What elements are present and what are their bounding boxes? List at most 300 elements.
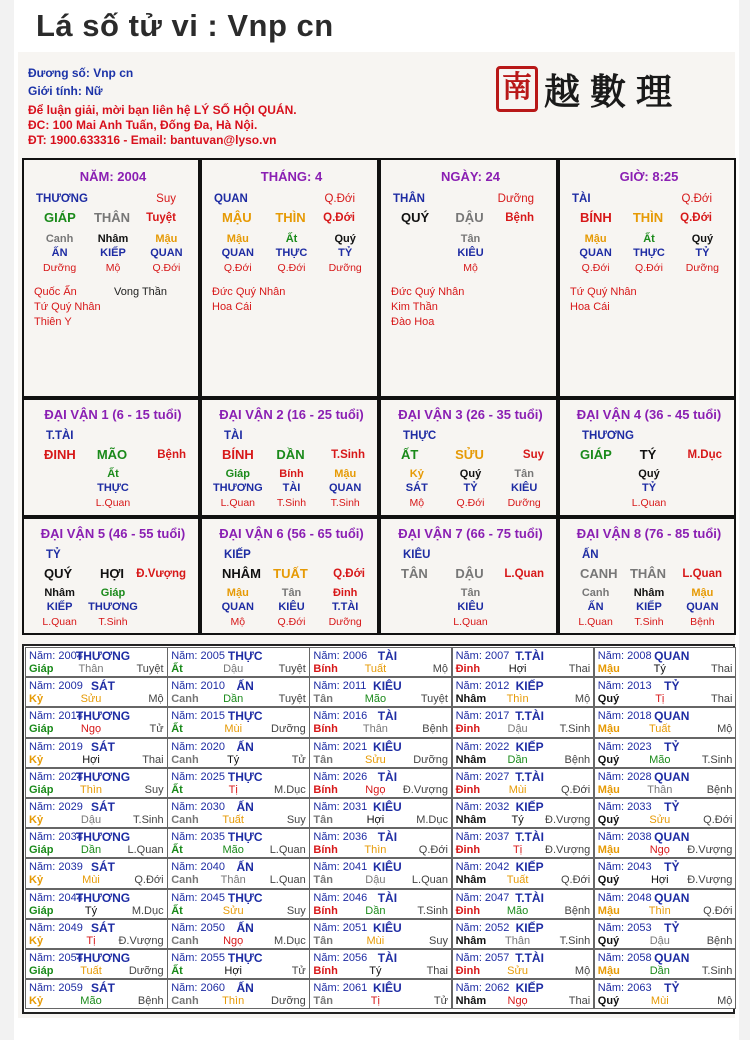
year-branch: Tị: [513, 844, 523, 857]
hidden-stem: Tân: [281, 587, 302, 599]
year-phase: M.Dục: [274, 934, 306, 947]
pillar-box: [379, 158, 558, 398]
year-cell: [309, 768, 452, 798]
year-phase: Q.Đới: [703, 814, 733, 826]
luck-stem: NHÂM: [222, 566, 261, 581]
year-phase: Mộ: [717, 995, 733, 1008]
year-cell: [167, 707, 310, 737]
year-stem: Ất: [171, 723, 183, 736]
year-branch: Thân: [505, 934, 531, 947]
year-phase: Đ.Vượng: [545, 814, 591, 826]
pillar-star: THÂN: [393, 193, 425, 205]
year-branch: Tị: [228, 783, 238, 796]
year-phase: Đ.Vượng: [545, 844, 591, 857]
hidden-star: SÁT: [405, 482, 428, 494]
year-branch: Thân: [362, 723, 388, 736]
year-cell: [25, 738, 168, 768]
year-branch: Mùi: [366, 934, 385, 947]
hidden-star: THƯƠNG: [88, 601, 138, 613]
year-phase: Bệnh: [422, 723, 448, 736]
luck-branch: THÂN: [629, 566, 667, 581]
year-phase: L.Quan: [127, 844, 164, 857]
year-stem: Đinh: [455, 904, 481, 917]
year-phase: Tuyệt: [420, 693, 448, 706]
year-phase: Dưỡng: [271, 723, 306, 736]
year-branch: Dậu: [507, 723, 528, 736]
year-cell: [594, 707, 737, 737]
hidden-stem: Nhâm: [97, 233, 129, 245]
hidden-phase: Dưỡng: [685, 262, 719, 274]
year-label: Năm: 2063: [597, 982, 652, 995]
year-cell: [167, 738, 310, 768]
year-cell: [594, 677, 737, 707]
hidden-stem: Mậu: [691, 587, 714, 599]
luck-star: KIẾP: [224, 549, 251, 561]
year-cell: [309, 889, 452, 919]
year-cell: [309, 919, 452, 949]
pillar-branch: THÌN: [632, 210, 664, 225]
pillar-stem: MẬU: [222, 210, 252, 225]
year-cell: [167, 768, 310, 798]
luck-star: KIÊU: [403, 549, 431, 561]
year-label: Năm: 2047: [455, 891, 510, 904]
luck-status: L.Quan: [682, 568, 722, 580]
hidden-star: KIÊU: [278, 601, 305, 613]
year-stem: Tân: [313, 693, 333, 706]
year-cell: [309, 798, 452, 828]
gender: Giới tính: Nữ: [28, 84, 103, 98]
hidden-phase: Dưỡng: [328, 616, 362, 628]
year-stem: Giáp: [29, 965, 54, 977]
year-branch: Tý: [84, 904, 98, 917]
year-star: THƯƠNG: [75, 890, 131, 905]
year-phase: Tử: [291, 753, 306, 766]
luck-status: Đ.Vượng: [136, 568, 186, 580]
year-label: Năm: 2005: [171, 650, 225, 662]
hidden-star: KIÊU: [511, 482, 538, 494]
year-cell: [25, 949, 168, 979]
year-cell: [167, 979, 310, 1009]
year-branch: Dần: [649, 965, 670, 977]
year-label: Năm: 2045: [171, 891, 225, 904]
year-star: QUAN: [654, 709, 690, 724]
year-branch: Hợi: [650, 874, 669, 887]
hidden-phase: Q.Đới: [152, 262, 181, 274]
year-label: Năm: 2027: [455, 770, 510, 783]
year-phase: Đ.Vượng: [118, 934, 164, 947]
hidden-star: KIẾP: [636, 601, 662, 613]
year-star: TỶ: [664, 800, 680, 814]
hidden-phase: Q.Đới: [277, 262, 306, 274]
year-cell: [309, 647, 452, 677]
year-label: Năm: 2022: [455, 740, 510, 753]
year-phase: M.Dục: [131, 904, 164, 917]
luck-star: TỶ: [46, 549, 61, 561]
year-phase: Suy: [429, 934, 448, 947]
year-branch: Mùi: [650, 995, 669, 1008]
hidden-stem: Ất: [107, 468, 119, 480]
luck-branch: DẦN: [276, 447, 305, 462]
pillar-phase: Q.Đới: [324, 193, 355, 205]
special-star: Đức Quý Nhân: [212, 286, 286, 298]
year-cell: [594, 979, 737, 1009]
year-star: THỰC: [227, 951, 263, 965]
year-cell: [452, 828, 595, 858]
year-label: Năm: 2008: [597, 650, 652, 662]
year-label: Năm: 2028: [597, 770, 652, 783]
year-stem: Đinh: [455, 965, 481, 977]
pillar-phase: Q.Đới: [681, 193, 712, 205]
hidden-phase: Mộ: [105, 262, 121, 274]
year-branch: Ngọ: [365, 783, 386, 796]
year-cell: [25, 889, 168, 919]
year-phase: Suy: [144, 783, 164, 796]
year-label: Năm: 2059: [29, 982, 83, 995]
hidden-stem: Mậu: [155, 233, 178, 245]
year-stem: Đinh: [455, 723, 481, 736]
year-branch: Hợi: [366, 814, 385, 826]
hidden-phase: Q.Đới: [277, 616, 306, 628]
year-phase: Tử: [433, 995, 448, 1008]
year-label: Năm: 2053: [597, 921, 652, 934]
year-phase: Dưỡng: [128, 965, 164, 977]
hidden-star: KIẾP: [100, 247, 126, 259]
year-branch: Thìn: [79, 783, 103, 796]
year-branch: Mùi: [508, 783, 527, 796]
year-cell: [452, 798, 595, 828]
hidden-stem: Quý: [691, 233, 714, 245]
year-label: Năm: 2032: [455, 801, 510, 813]
contact-note: Để luận giải, mời bạn liên hệ LÝ SỐ HỘI QUÁN.: [28, 103, 297, 117]
luck-stem: CANH: [580, 566, 618, 581]
hidden-phase: T.Sinh: [98, 616, 128, 628]
year-phase: Bệnh: [564, 753, 591, 766]
year-stem: Quý: [597, 693, 620, 706]
year-phase: Đ.Vượng: [687, 874, 733, 887]
year-cell: [452, 707, 595, 737]
year-label: Năm: 2042: [455, 861, 510, 874]
owner-name: Đương số: Vnp cn: [28, 66, 134, 80]
year-stem: Nhâm: [455, 814, 487, 826]
year-star: KIẾP: [515, 800, 544, 814]
year-label: Năm: 2037: [455, 831, 510, 844]
year-phase: L.Quan: [269, 874, 306, 887]
year-cell: [452, 949, 595, 979]
hidden-star: THỰC: [633, 247, 665, 259]
year-star: SÁT: [91, 920, 115, 935]
year-label: Năm: 2058: [597, 952, 652, 964]
luck-pillar-box: [379, 398, 558, 517]
year-branch: Mão: [80, 995, 102, 1008]
special-star: Tứ Quý Nhân: [570, 286, 637, 298]
year-phase: Tuyệt: [278, 693, 306, 706]
luck-stem: QUÝ: [44, 566, 73, 581]
hidden-phase: Mộ: [230, 616, 246, 628]
year-star: QUAN: [654, 951, 690, 965]
hidden-stem: Mậu: [584, 233, 607, 245]
year-star: THƯƠNG: [75, 769, 131, 784]
year-stem: Tân: [313, 934, 333, 947]
year-stem: Bính: [313, 783, 338, 796]
hidden-stem: Tân: [514, 468, 534, 480]
year-star: KIẾP: [515, 981, 544, 996]
year-star: ẤN: [236, 800, 254, 814]
year-stem: Quý: [597, 753, 620, 766]
luck-branch: SỬU: [455, 447, 484, 462]
year-cell: [309, 677, 452, 707]
hidden-stem: Nhâm: [44, 587, 75, 599]
address: ĐC: 100 Mai Anh Tuấn, Đống Đa, Hà Nội.: [28, 118, 258, 132]
year-label: Năm: 2024: [29, 770, 83, 783]
pillar-title: NĂM: 2004: [79, 169, 147, 184]
year-phase: Đ.Vượng: [402, 783, 448, 796]
luck-stem: BÍNH: [222, 447, 254, 462]
hidden-star: T.TÀI: [332, 601, 359, 613]
pillar-phase: Suy: [156, 193, 176, 205]
hidden-stem: Canh: [581, 587, 610, 599]
year-stem: Quý: [597, 934, 620, 947]
special-star: Tứ Quý Nhân: [34, 301, 101, 313]
year-phase: M.Dục: [274, 783, 306, 796]
special-star: Kim Thần: [391, 301, 438, 313]
pillar-box: [22, 158, 200, 398]
year-cell: [452, 858, 595, 888]
luck-pillar-box: [558, 398, 736, 517]
pillar-stem: GIÁP: [44, 210, 76, 225]
year-label: Năm: 2048: [597, 891, 652, 904]
hidden-stem: Tân: [460, 233, 481, 245]
hidden-stem: Ất: [285, 233, 298, 245]
hidden-stem: Mậu: [226, 587, 249, 599]
hidden-phase: Q.Đới: [223, 262, 252, 274]
year-star: SÁT: [91, 679, 115, 694]
special-star: Hoa Cái: [212, 301, 252, 313]
year-cell: [594, 919, 737, 949]
pillar-stem: BÍNH: [580, 210, 612, 225]
year-label: Năm: 2007: [455, 650, 510, 662]
luck-status: L.Quan: [504, 568, 544, 580]
hidden-star: TỶ: [338, 247, 353, 259]
year-phase: Mộ: [717, 723, 733, 736]
year-label: Năm: 2019: [29, 740, 83, 753]
pillar-box: [558, 158, 736, 398]
year-branch: Dậu: [80, 814, 102, 826]
pillar-star: THƯƠNG: [36, 193, 88, 205]
year-label: Năm: 2006: [313, 650, 368, 662]
year-star: TÀI: [377, 709, 398, 724]
year-branch: Dần: [365, 904, 386, 917]
year-label: Năm: 2050: [171, 921, 225, 934]
hidden-stem: Quý: [638, 468, 660, 480]
pillar-status: Tuyệt: [146, 212, 176, 224]
year-stem: Nhâm: [455, 874, 487, 887]
year-cell: [309, 979, 452, 1009]
year-stem: Nhâm: [455, 693, 487, 706]
year-cell: [25, 707, 168, 737]
pillar-star: QUAN: [214, 193, 248, 205]
year-stem: Mậu: [597, 663, 620, 675]
year-phase: Mộ: [148, 693, 164, 706]
luck-star: TÀI: [224, 430, 243, 442]
year-label: Năm: 2062: [455, 982, 510, 995]
luck-stem: GIÁP: [580, 447, 612, 462]
year-cell: [594, 828, 737, 858]
year-label: Năm: 2051: [313, 921, 368, 934]
hidden-stem: Quý: [334, 233, 356, 245]
year-label: Năm: 2055: [171, 952, 225, 964]
year-branch: Tý: [369, 965, 382, 977]
year-label: Năm: 2004: [29, 650, 83, 662]
year-star: THỰC: [227, 649, 263, 663]
year-cell: [452, 738, 595, 768]
annual-table: [22, 644, 735, 1014]
year-star: TỶ: [664, 739, 680, 754]
year-star: TÀI: [377, 830, 398, 845]
luck-branch: DẬU: [455, 566, 484, 581]
year-stem: Mậu: [597, 844, 620, 857]
year-stem: Đinh: [455, 663, 481, 675]
hidden-phase: T.Sinh: [634, 616, 664, 628]
year-branch: Ngọ: [80, 723, 102, 736]
luck-pillar-box: [200, 398, 379, 517]
year-branch: Mão: [649, 753, 671, 766]
page-title: Lá số tử vi : Vnp cn: [36, 8, 334, 43]
luck-title: ĐẠI VẬN 5 (46 - 55 tuổi): [40, 526, 186, 541]
year-phase: Mộ: [432, 663, 448, 675]
year-cell: [167, 828, 310, 858]
year-phase: M.Dục: [416, 814, 448, 826]
hidden-star: QUAN: [328, 482, 362, 494]
year-branch: Dậu: [365, 874, 386, 887]
hidden-stem: Quý: [459, 468, 482, 480]
year-branch: Sửu: [80, 693, 102, 706]
year-label: Năm: 2030: [171, 801, 225, 813]
phone-email: ĐT: 1900.633316 - Email: bantuvan@lyso.vn: [28, 133, 277, 147]
year-branch: Thân: [647, 783, 673, 796]
year-star: KIẾP: [515, 679, 544, 694]
year-branch: Ngọ: [507, 995, 528, 1008]
year-phase: Đ.Vượng: [687, 844, 733, 857]
year-label: Năm: 2026: [313, 770, 368, 783]
year-stem: Kỷ: [29, 995, 44, 1008]
luck-stem: ĐINH: [44, 447, 76, 462]
year-star: ẤN: [236, 679, 254, 694]
year-star: QUAN: [654, 769, 690, 784]
special-star: Đào Hoa: [391, 316, 435, 328]
year-cell: [25, 798, 168, 828]
year-star: TỶ: [664, 981, 680, 996]
year-star: QUAN: [654, 649, 690, 663]
year-star: ẤN: [236, 981, 254, 996]
luck-title: ĐẠI VẬN 3 (26 - 35 tuổi): [398, 407, 543, 422]
year-branch: Thân: [220, 874, 246, 887]
year-label: Năm: 2061: [313, 982, 368, 995]
year-label: Năm: 2041: [313, 861, 368, 874]
year-branch: Dần: [223, 693, 244, 706]
hidden-phase: L.Quan: [578, 616, 613, 628]
year-label: Năm: 2044: [29, 891, 83, 904]
year-phase: Bệnh: [706, 934, 733, 947]
hidden-phase: Q.Đới: [635, 262, 663, 274]
year-stem: Ất: [171, 965, 183, 977]
year-stem: Canh: [171, 934, 199, 947]
pillar-stem: QUÝ: [401, 210, 430, 225]
year-label: Năm: 2011: [313, 680, 367, 693]
year-phase: Tuyệt: [136, 663, 164, 675]
hidden-phase: Dưỡng: [507, 497, 541, 509]
year-branch: Tị: [370, 995, 380, 1008]
year-label: Năm: 2040: [171, 861, 225, 874]
year-phase: T.Sinh: [133, 814, 164, 826]
hidden-phase: Q.Đới: [581, 262, 610, 274]
year-stem: Giáp: [29, 783, 54, 796]
year-branch: Ngọ: [649, 844, 670, 857]
year-cell: [594, 798, 737, 828]
year-cell: [452, 677, 595, 707]
year-phase: Suy: [286, 904, 306, 917]
year-star: TÀI: [377, 890, 398, 905]
year-branch: Thân: [78, 663, 104, 675]
year-star: KIÊU: [373, 800, 402, 814]
year-label: Năm: 2025: [171, 770, 225, 783]
year-branch: Thìn: [506, 693, 529, 706]
year-stem: Ất: [171, 844, 183, 857]
year-branch: Tuất: [80, 965, 102, 977]
pillar-phase: Dưỡng: [497, 193, 534, 205]
year-star: TỶ: [664, 860, 680, 875]
year-star: KIÊU: [373, 739, 402, 754]
luck-star: T.TÀI: [46, 430, 74, 442]
year-stem: Ất: [171, 783, 183, 796]
year-stem: Nhâm: [455, 753, 487, 766]
year-cell: [167, 677, 310, 707]
year-label: Năm: 2020: [171, 740, 225, 753]
year-phase: Q.Đới: [134, 874, 164, 887]
year-cell: [452, 647, 595, 677]
year-phase: T.Sinh: [417, 904, 448, 917]
year-stem: Mậu: [597, 904, 620, 917]
special-star: Hoa Cái: [570, 301, 610, 313]
year-stem: Giáp: [29, 904, 54, 917]
year-branch: Ngọ: [223, 934, 244, 947]
year-cell: [167, 949, 310, 979]
hidden-stem: Giáp: [100, 587, 126, 599]
year-phase: Thai: [710, 663, 733, 675]
year-stem: Nhâm: [455, 934, 487, 947]
year-star: ẤN: [236, 739, 254, 754]
year-label: Năm: 2015: [171, 710, 225, 723]
luck-title: ĐẠI VẬN 8 (76 - 85 tuổi): [576, 526, 722, 541]
year-cell: [309, 949, 452, 979]
year-branch: Mão: [506, 904, 529, 917]
luck-branch: TUẤT: [273, 566, 308, 581]
year-star: TÀI: [377, 951, 398, 965]
page: [14, 0, 739, 1040]
luck-star: THƯƠNG: [582, 430, 634, 442]
hidden-star: QUAN: [150, 247, 183, 259]
year-cell: [452, 768, 595, 798]
year-star: T.TÀI: [515, 769, 544, 784]
year-branch: Tuất: [506, 874, 529, 887]
year-stem: Giáp: [29, 663, 54, 675]
pillar-status: Q.Đới: [323, 212, 355, 224]
hidden-star: KIÊU: [457, 601, 484, 613]
year-cell: [25, 828, 168, 858]
year-cell: [25, 979, 168, 1009]
chart-image: [18, 52, 735, 1018]
luck-status: T.Sinh: [331, 449, 365, 461]
hidden-phase: Mộ: [463, 262, 478, 274]
